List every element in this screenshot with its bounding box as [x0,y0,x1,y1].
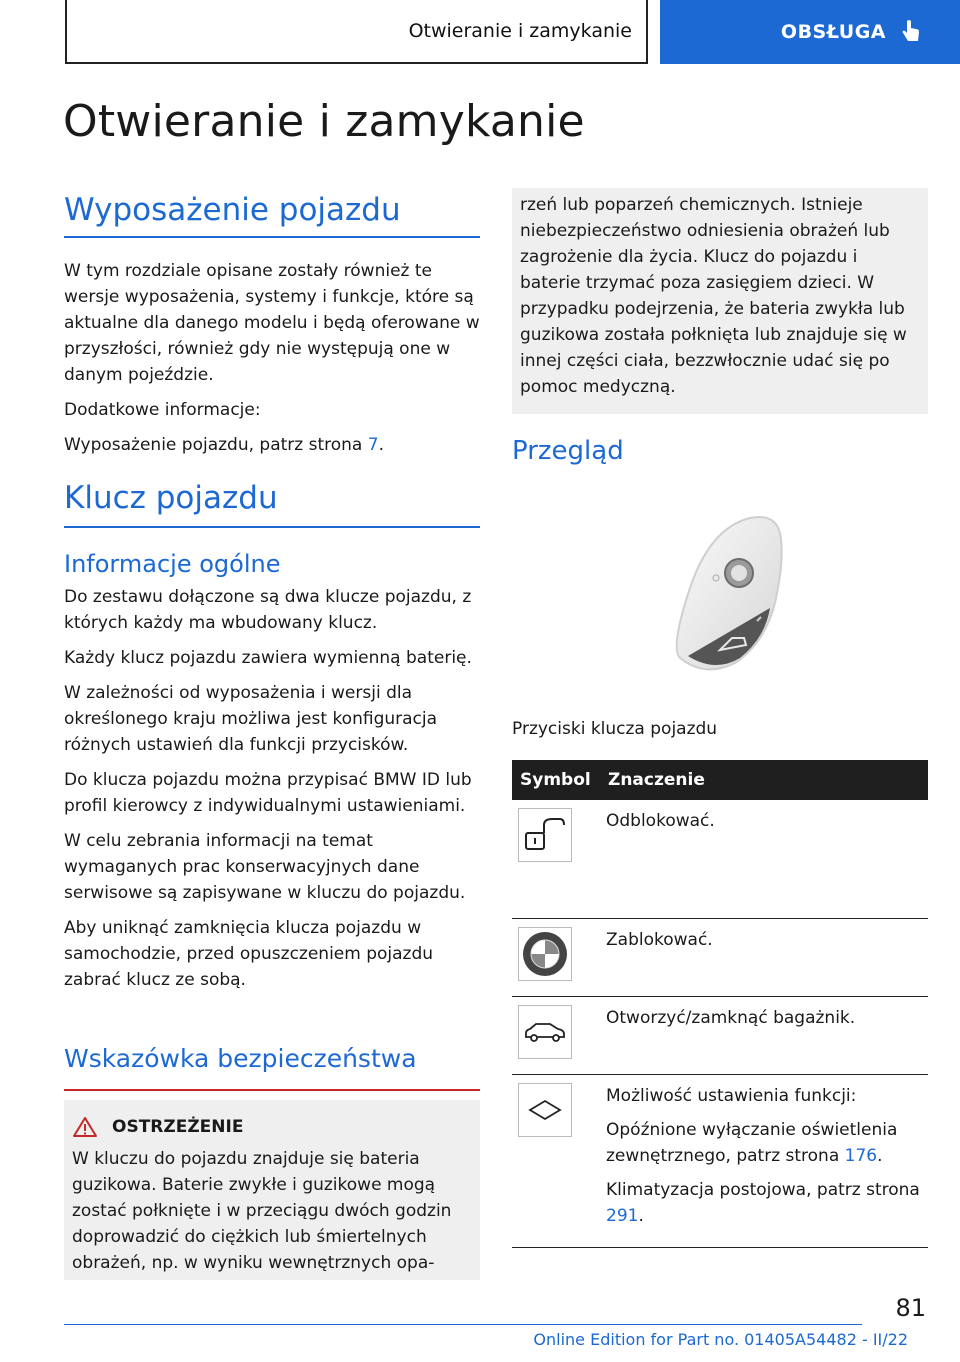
column-header-symbol: Symbol [512,760,600,800]
page-link-291[interactable]: 291 [606,1205,639,1226]
symbol-box [518,808,572,862]
meaning-reference [606,1177,928,1229]
meaning-cell [600,996,928,1074]
section-klucz [64,480,480,1002]
symbol-cell [512,1074,600,1247]
symbol-box [518,1005,572,1059]
cross-reference-text: Wyposażenie pojazdu, patrz strona [64,435,368,455]
meaning-reference [606,1117,928,1169]
paragraph: Każdy klucz pojazdu zawiera wymienną baterię. [64,648,472,668]
meaning-text: Możliwość ustawienia funkcji: [606,1085,857,1106]
subsection-title-informacje: Informacje ogólne [64,550,281,578]
meaning-text: Odblokować. [606,811,715,831]
warning-text: W kluczu do pojazdu znajduje się bateria guzikowa. Baterie zwykłe i guzikowe mogą zostać połknięte i w przeciągu dwóch godzin doprowadzić do ciężkich lub śmiertelnych obrażeń, np. w wyniku wewnętrznych opa- [72,1149,452,1273]
warning-triangle-icon [72,1116,98,1138]
symbol-table-wrap [512,760,928,1248]
diamond-icon [522,1095,568,1125]
table-row [512,918,928,996]
header-section-label: Otwieranie i zamykanie [408,20,632,42]
meaning-text: Otworzyć/zamknąć bagażnik. [606,1007,856,1028]
section-safety [64,1044,480,1091]
symbol-cell [512,800,600,918]
column-header-meaning: Znaczenie [600,760,928,800]
punctuation: . [877,1145,883,1166]
footer-rule [64,1324,862,1325]
header-chapter-tab[interactable] [660,0,960,64]
paragraph: Do zestawu dołączone są dwa klucze pojazdu, z których każdy ma wbudowany klucz. [64,587,472,633]
unlock-icon [522,815,568,855]
section-rule [64,236,480,238]
symbol-table [512,760,928,1248]
warning-label: OSTRZEŻENIE [112,1117,244,1137]
warning-text-continued: rzeń lub poparzeń chemicznych. Istnieje niebezpieczeństwo odniesienia obrażeń lub zagrożenie dla życia. Klucz do pojazdu i baterie trzymać poza zasięgiem dzieci. W przypadku podejrzenia, że bateria zwykła lub guzikowa została połknięta lub znajduje się w innej części ciała, bezzwłocznie udać się po pomoc medyczną. [520,195,907,397]
cross-reference [64,432,480,458]
paragraph: W tym rozdziale opisane zostały również te wersje wyposażenia, systemy i funkcje, które są aktualne dla danego modelu i będą oferowane w przyszłości, również gdy nie występują one w danym pojeździe. [64,261,480,385]
page-number: 81 [895,1294,926,1322]
paragraph: Do klucza pojazdu można przypisać BMW ID lub profil kierowcy z indywidualnymi ustawieniami. [64,770,472,816]
symbol-box [518,1083,572,1137]
reference-text: Klimatyzacja postojowa, patrz strona [606,1179,920,1200]
paragraph: W zależności od wyposażenia i wersji dla określonego kraju możliwa jest konfiguracja różnych ustawień dla funkcji przycisków. [64,683,438,755]
meaning-cell [600,1074,928,1247]
punctuation: . [638,1205,644,1226]
image-caption: Przyciski klucza pojazdu [512,719,718,739]
symbol-box [518,927,572,981]
warning-box-left [64,1100,480,1280]
car-trunk-icon [522,1017,568,1047]
header-chapter-label: OBSŁUGA [780,21,886,43]
hand-pointer-icon [900,19,922,45]
section-rule [64,526,480,528]
warning-box-right [512,188,928,414]
page-title: Otwieranie i zamykanie [63,96,585,147]
paragraph: Dodatkowe informacje: [64,400,261,420]
meaning-cell [600,800,928,918]
section-title-klucz: Klucz pojazdu [64,480,278,516]
page-link-7[interactable]: 7 [367,435,379,455]
reference-text: Opóźnione wyłączanie oświetlenia zewnętrznego, patrz strona [606,1119,898,1166]
table-header-row [512,760,928,800]
section-title-przeglad: Przegląd [512,436,624,466]
symbol-cell [512,918,600,996]
paragraph: W celu zebrania informacji na temat wymaganych prac konserwacyjnych dane serwisowe są zapisywane w kluczu do pojazdu. [64,831,466,903]
section-wyposazenie [64,192,480,467]
paragraph: Aby uniknąć zamknięcia klucza pojazdu w samochodzie, przed opuszczeniem pojazdu zabrać klucz ze sobą. [64,918,434,990]
header-section-tab [65,0,648,64]
bmw-logo-icon [521,930,569,978]
table-row [512,996,928,1074]
footer-edition: Online Edition for Part no. 01405A54482 - II/22 [533,1330,908,1349]
table-row [512,1074,928,1247]
meaning-text: Zablokować. [606,929,713,950]
key-fob-image [640,508,800,678]
meaning-cell [600,918,928,996]
section-title-wyposazenie: Wyposażenie pojazdu [64,192,401,228]
symbol-cell [512,996,600,1074]
warning-header [72,1116,472,1138]
warning-rule [64,1089,480,1091]
punctuation: . [378,435,384,455]
page-link-176[interactable]: 176 [844,1145,878,1166]
table-row [512,800,928,918]
section-title-safety: Wskazówka bezpieczeństwa [64,1044,417,1073]
